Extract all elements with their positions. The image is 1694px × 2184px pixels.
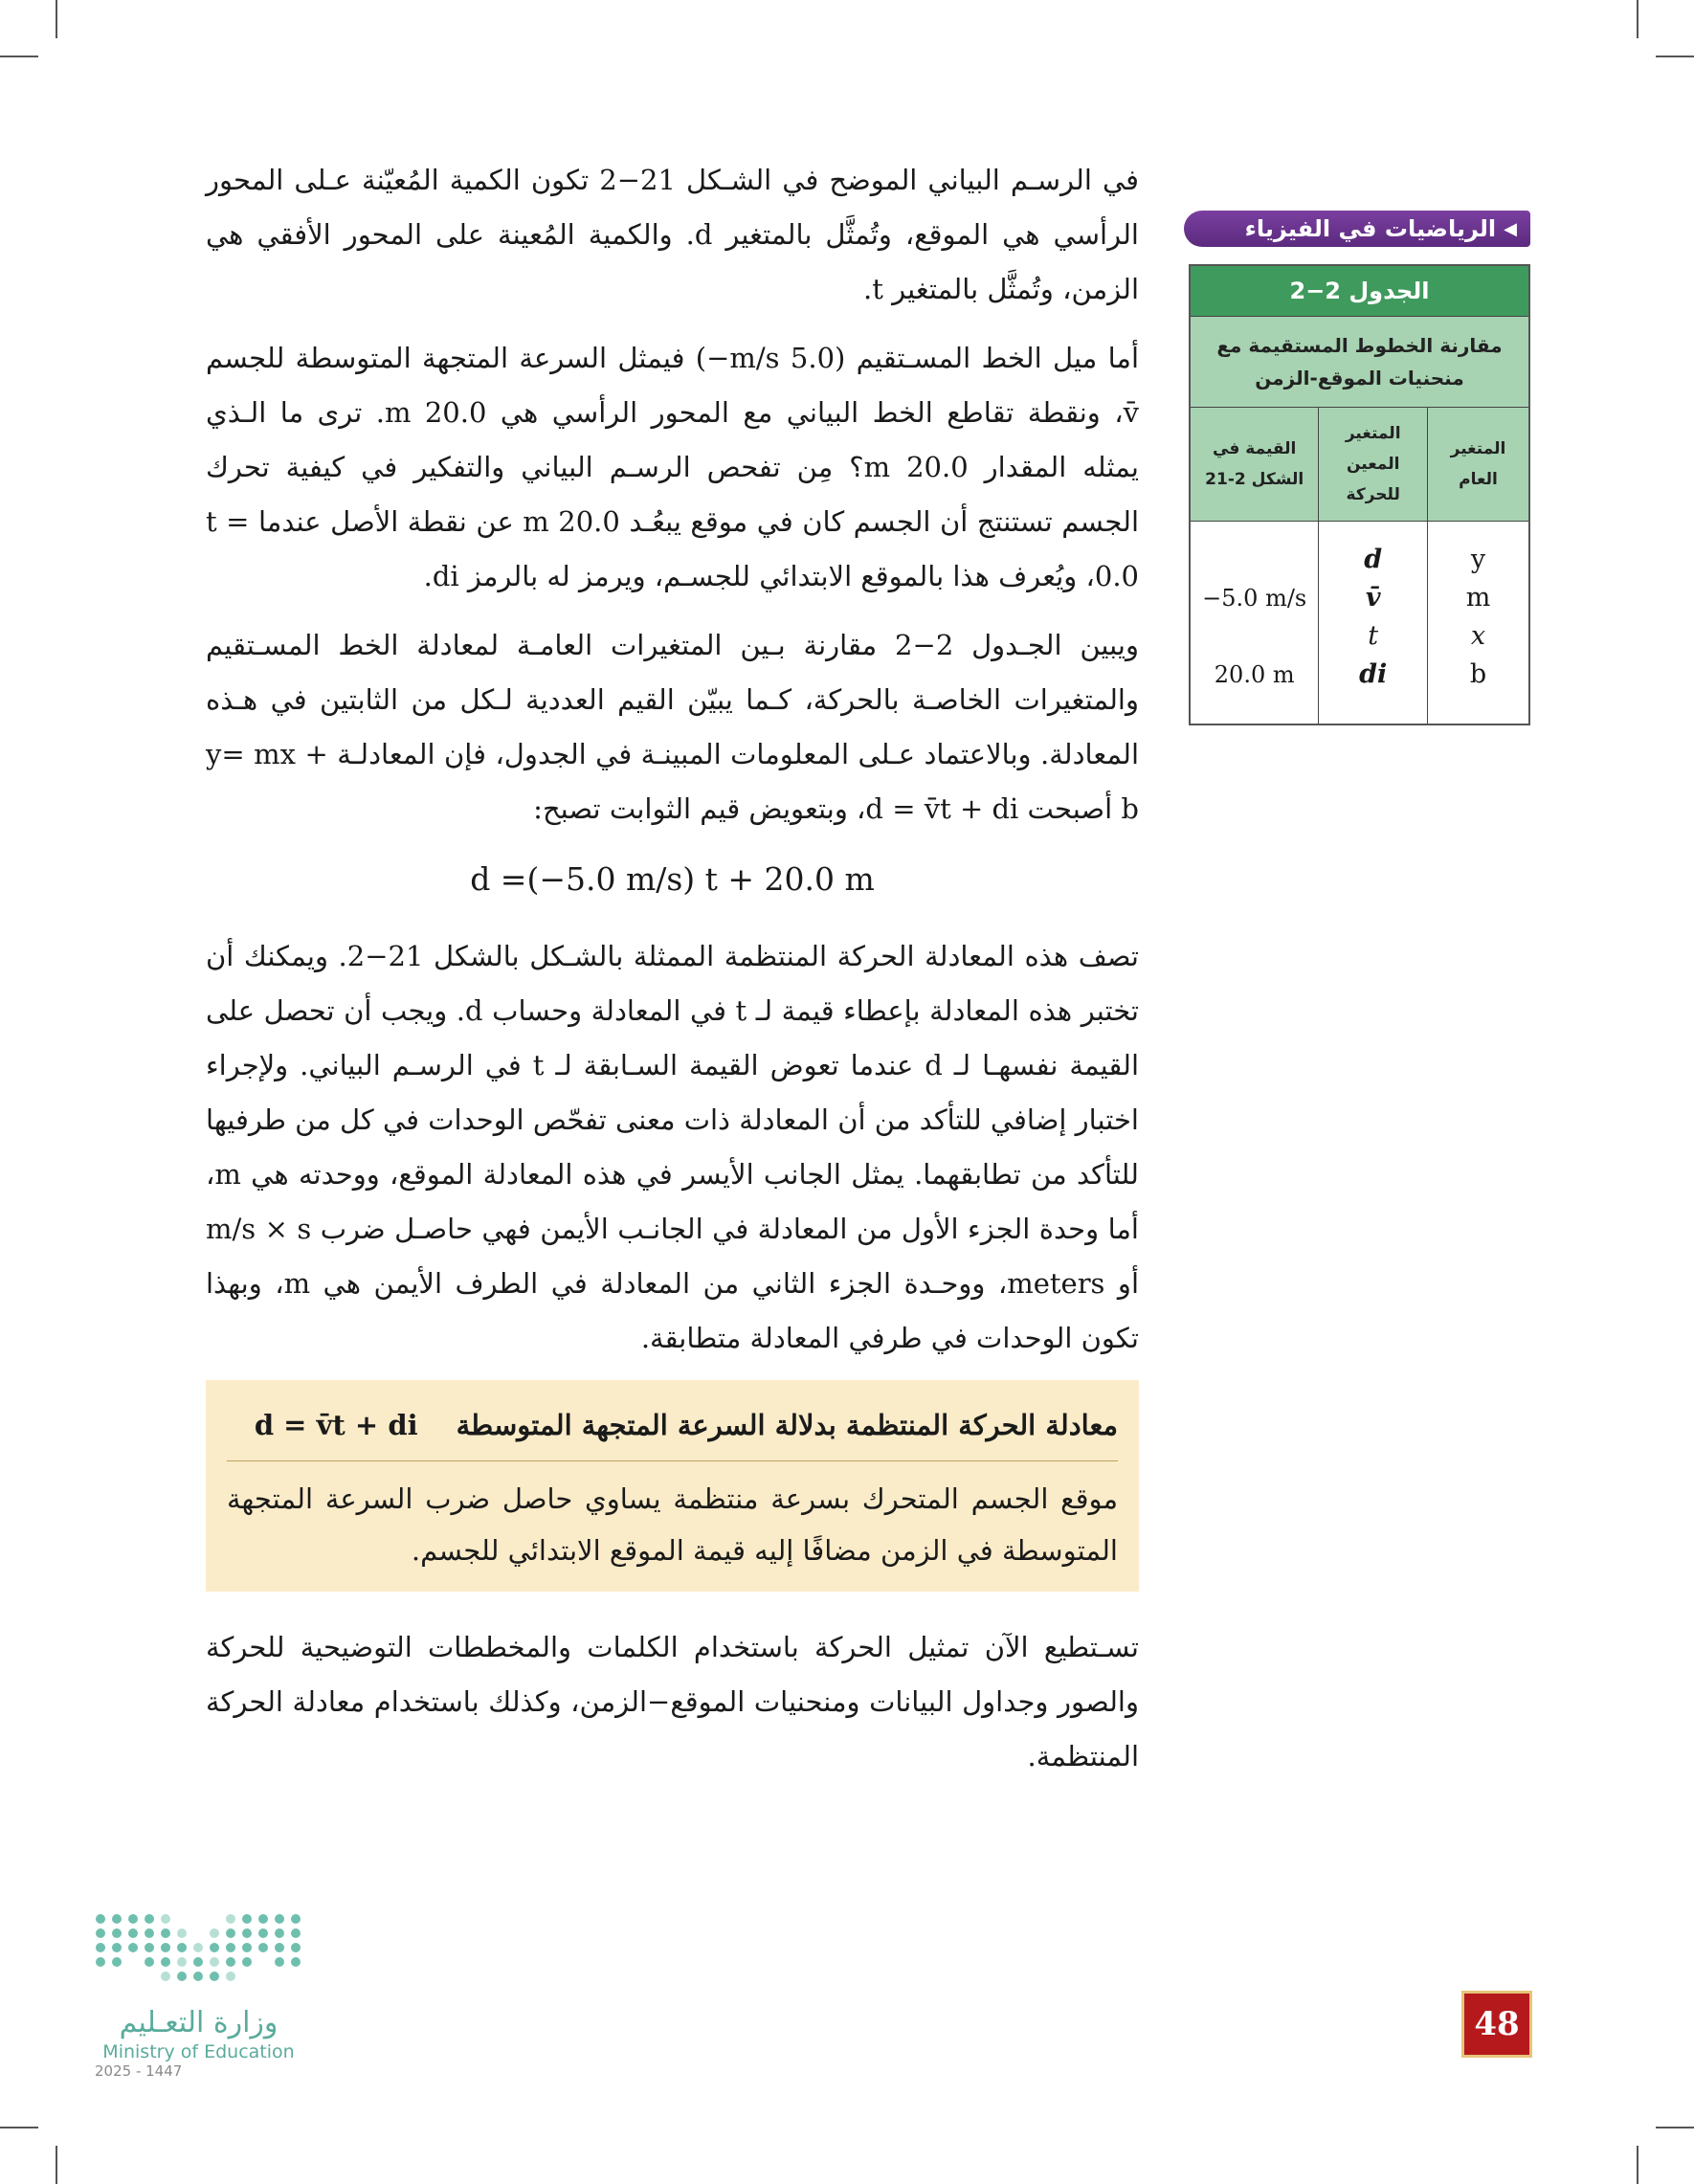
column-header-value: القيمة في الشكل 2-21 [1190, 408, 1319, 522]
key-equation-description: موقع الجسم المتحرك بسرعة منتظمة يساوي حاصل ضرب السرعة المتجهة المتوسطة في الزمن مضافًا إليه قيمة الموقع الابتدائي للجسم. [227, 1482, 1118, 1567]
banner-label: الرياضيات في الفيزياء [1244, 215, 1497, 242]
paragraph-1: في الرسـم البياني الموضح في الشـكل 21−2 تكون الكمية المُعيّنة عـلى المحور الرأسي هي الموقع، وتُمثَّل بالمتغير d. والكمية المُعينة على المحور الأفقي هي الزمن، وتُمثَّل بالمتغير t. [206, 164, 1139, 305]
crop-mark [0, 2127, 38, 2128]
crop-mark [56, 2146, 57, 2184]
key-equation: d = v̄t + di [254, 1409, 418, 1441]
math-in-physics-banner [1184, 211, 1530, 247]
crop-mark [1656, 2127, 1694, 2128]
general-variable: b [1469, 659, 1487, 689]
motion-variable: di [1359, 659, 1388, 689]
column-header-general: المتغير العام [1428, 408, 1530, 522]
key-equation-box [206, 1380, 1139, 1592]
crop-mark [1637, 2146, 1638, 2184]
column-header-motion: المتغير المعين للحركة [1319, 408, 1428, 522]
page-number: 48 [1461, 1991, 1532, 2058]
paragraph-5: تسـتطيع الآن تمثيل الحركة باستخدام الكلمات والمخططات التوضيحية للحركة والصور وجداول البيانات ومنحنيات الموقع−الزمن، وكذلك باستخدام معادلة الحركة المنتظمة. [206, 1631, 1139, 1772]
table-subtitle: مقارنة الخطوط المستقيمة مع منحنيات الموقع-الزمن [1190, 317, 1529, 408]
table-title: الجدول 2−2 [1190, 265, 1529, 317]
main-text-column [206, 153, 1139, 1784]
ministry-name-english: Ministry of Education [102, 2041, 295, 2062]
crop-mark [1656, 56, 1694, 57]
triangle-left-icon: ◀ [1504, 218, 1517, 239]
motion-variables-cell [1319, 522, 1428, 725]
value-entry: 20.0 m [1214, 661, 1295, 688]
ministry-logo [91, 1914, 306, 2091]
general-variable: m [1465, 583, 1491, 613]
crop-mark [56, 0, 57, 38]
comparison-table [1189, 264, 1530, 725]
general-variable: y [1470, 545, 1486, 574]
key-equation-title: معادلة الحركة المنتظمة بدلالة السرعة المتجهة المتوسطة [456, 1409, 1118, 1441]
math-in-physics-sidebar [1184, 211, 1530, 725]
paragraph-4: تصف هذه المعادلة الحركة المنتظمة الممثلة بالشـكل بالشكل 21−2. ويمكنك أن تختبر هذه المعادلة بإعطاء قيمة لـ t في المعادلة وحساب d. ويجب أن تحصل على القيمة نفسهـا لـ d عندما تعوض القيمة السـابقة لـ t في الرسـم البياني. ولإجراء اختبار إضافي للتأكد من أن المعادلة ذات معنى تفحّص الوحدات في كل من طرفيها للتأكد من تطابقهما. يمثل الجانب الأيسر في هذه المعادلة الموقع، ووحدته هي m، أما وحدة الجزء الأول من المعادلة في الجانـب الأيمن فهي حاصـل ضرب m/s × s أو meters، ووحـدة الجزء الثاني من المعادلة في الطرف الأيمن هي m، وبهذا تكون الوحدات في طرفي المعادلة متطابقة. [206, 940, 1140, 1354]
value-entry: −5.0 m/s [1202, 585, 1307, 612]
paragraph-3: ويبين الجـدول 2−2 مقارنة بـين المتغيرات العامـة لمعادلة الخط المسـتقيم والمتغيرات الخاصـة بالحركة، كـما يبيّن القيم العددية لـكل من الثابتين في هـذه المعادلة. وبالاعتماد عـلى المعلومات المبينـة في الجدول، فإن المعادلـة y= mx + b أصبحت d = v̄t + di، وبتعويض قيم الثوابت تصبح: [206, 629, 1139, 825]
values-cell [1190, 522, 1319, 725]
value-entry [1192, 617, 1317, 656]
paragraph-2: أما ميل الخط المسـتقيم (5.0 m/s−) فيمثل السرعة المتجهة المتوسطة للجسم v̄، ونقطة تقاطع الخط البياني مع المحور الرأسي هي 20.0 m. ترى ما الـذي يمثله المقدار 20.0 m؟ مِن تفحص الرسـم البياني والتفكير في كيفية تحرك الجسم تستنتج أن الجسم كان في موقع يبعُـد 20.0 m عن نقطة الأصل عندما t = 0.0، ويُعرف هذا بالموقع الابتدائي للجسـم، ويرمز له بالرمز di. [206, 342, 1140, 592]
general-variable: x [1470, 621, 1486, 651]
edition-year: 2025 - 1447 [95, 2062, 183, 2080]
motion-variable: v̄ [1365, 583, 1381, 613]
motion-equation: d =(−5.0 m/s) t + 20.0 m [470, 860, 875, 898]
motion-variable: t [1368, 621, 1379, 651]
dots-pattern-icon [91, 1914, 306, 1981]
motion-variable: d [1364, 545, 1383, 574]
crop-mark [1637, 0, 1638, 38]
ministry-name-arabic: وزارة التعـليم [119, 2006, 279, 2039]
general-variables-cell [1428, 522, 1530, 725]
crop-mark [0, 56, 38, 57]
value-entry [1192, 541, 1317, 579]
key-equation-header [227, 1399, 1118, 1461]
